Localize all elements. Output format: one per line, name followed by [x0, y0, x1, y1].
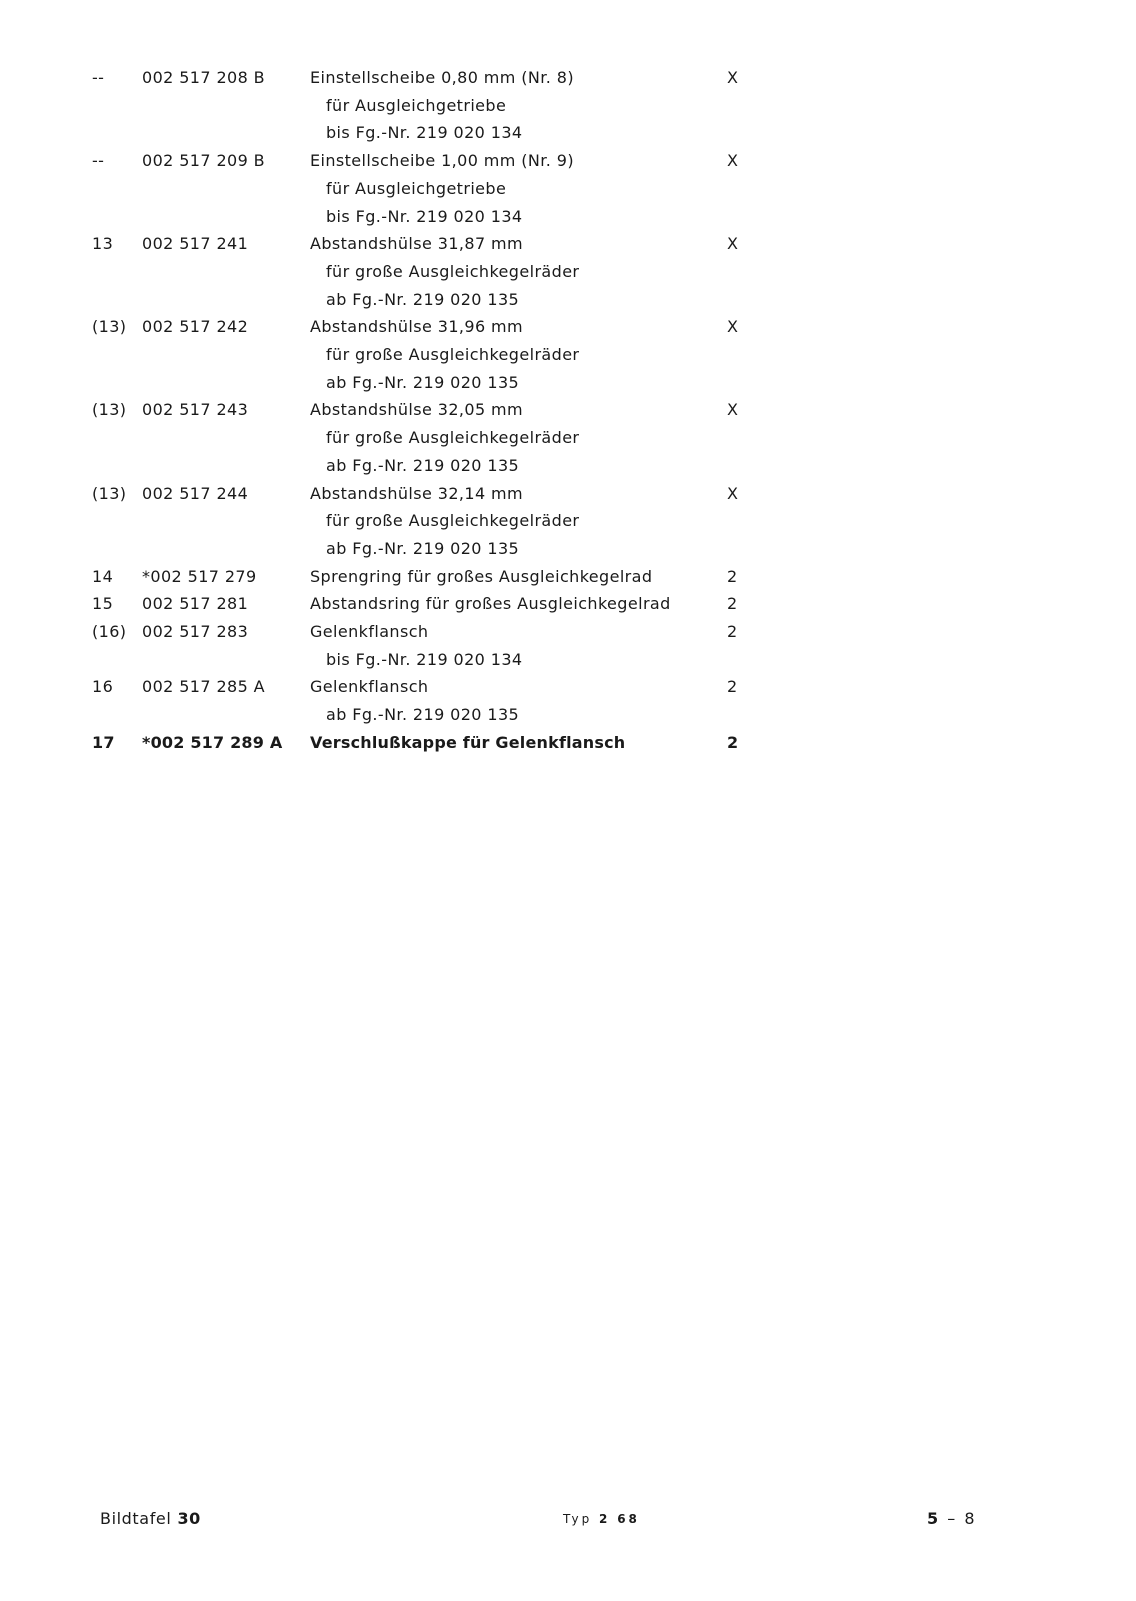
plate-reference	[100, 1504, 201, 1534]
position-number: --	[92, 151, 105, 171]
page-footer	[0, 1504, 1136, 1534]
quantity: X	[727, 68, 739, 87]
part-description: für große Ausgleichkegelräder	[326, 261, 580, 281]
parts-row	[0, 452, 1136, 480]
part-number: 002 517 244	[142, 483, 249, 503]
position-number: (13)	[92, 400, 127, 420]
position-number: (13)	[92, 317, 127, 337]
part-description: ab Fg.-Nr. 219 020 135	[326, 705, 520, 725]
part-description: bis Fg.-Nr. 219 020 134	[326, 123, 523, 143]
part-number: *002 517 279	[142, 566, 257, 586]
position-number: 13	[92, 234, 114, 254]
part-description: Abstandsring für großes Ausgleichkegelrad	[310, 594, 671, 614]
part-description: ab Fg.-Nr. 219 020 135	[326, 289, 520, 309]
part-description: Gelenkflansch	[310, 622, 429, 641]
part-description: ab Fg.-Nr. 219 020 135	[326, 455, 520, 475]
page-number	[927, 1504, 977, 1534]
parts-row	[0, 507, 1136, 535]
parts-row	[0, 480, 1136, 508]
parts-row	[0, 590, 1136, 618]
quantity: X	[727, 317, 739, 337]
quantity: X	[727, 151, 739, 171]
parts-row	[0, 92, 1136, 120]
part-description: Verschlußkappe für Gelenkflansch	[310, 732, 626, 752]
part-description: Abstandshülse 32,05 mm	[310, 400, 524, 420]
part-number: 002 517 209 B	[142, 151, 266, 171]
parts-row	[0, 313, 1136, 341]
page-index: 8	[964, 1509, 977, 1528]
parts-row	[0, 646, 1136, 674]
part-description: Abstandshülse 31,87 mm	[310, 234, 524, 254]
part-number: 002 517 242	[142, 317, 249, 337]
parts-row	[0, 618, 1136, 646]
quantity: X	[727, 483, 739, 503]
part-description: bis Fg.-Nr. 219 020 134	[326, 649, 523, 669]
page-section: 5	[927, 1509, 941, 1528]
parts-row	[0, 729, 1136, 757]
quantity: X	[727, 234, 739, 254]
type-reference	[563, 1504, 640, 1534]
part-description: Gelenkflansch	[310, 677, 429, 697]
part-description: ab Fg.-Nr. 219 020 135	[326, 538, 520, 558]
type-date: 68	[617, 1512, 640, 1526]
part-number: 002 517 243	[142, 400, 249, 420]
position-number: 15	[92, 594, 114, 614]
part-number: 002 517 208 B	[142, 68, 266, 87]
quantity: 2	[727, 566, 738, 586]
type-value: 2	[599, 1512, 611, 1526]
parts-row	[0, 286, 1136, 314]
parts-row	[0, 147, 1136, 175]
parts-row	[0, 175, 1136, 203]
plate-label: Bildtafel	[100, 1509, 172, 1528]
parts-row	[0, 119, 1136, 147]
part-description: ab Fg.-Nr. 219 020 135	[326, 372, 520, 392]
position-number: (13)	[92, 483, 127, 503]
page-separator: –	[947, 1509, 958, 1528]
part-description: Einstellscheibe 0,80 mm (Nr. 8)	[310, 68, 574, 87]
position-number: (16)	[92, 622, 127, 641]
parts-row	[0, 369, 1136, 397]
parts-row	[0, 701, 1136, 729]
parts-row	[0, 673, 1136, 701]
parts-row	[0, 424, 1136, 452]
quantity: 2	[727, 677, 738, 697]
part-number: 002 517 283	[142, 622, 249, 641]
part-description: Einstellscheibe 1,00 mm (Nr. 9)	[310, 151, 574, 171]
part-description: für große Ausgleichkegelräder	[326, 511, 580, 531]
part-description: Abstandshülse 31,96 mm	[310, 317, 524, 337]
position-number: 14	[92, 566, 114, 586]
position-number: 17	[92, 732, 115, 752]
position-number: --	[92, 68, 105, 87]
parts-row	[0, 64, 1136, 92]
part-number: *002 517 289 A	[142, 732, 283, 752]
part-description: Sprengring für großes Ausgleichkegelrad	[310, 566, 653, 586]
part-description: für große Ausgleichkegelräder	[326, 345, 580, 364]
parts-row	[0, 341, 1136, 369]
part-number: 002 517 285 A	[142, 677, 266, 697]
parts-row	[0, 258, 1136, 286]
quantity: 2	[727, 594, 738, 614]
part-description: für Ausgleichgetriebe	[326, 178, 507, 198]
parts-row	[0, 535, 1136, 563]
quantity: 2	[727, 732, 739, 752]
part-description: bis Fg.-Nr. 219 020 134	[326, 206, 523, 226]
part-description: für große Ausgleichkegelräder	[326, 428, 580, 448]
quantity: X	[727, 400, 739, 420]
parts-row	[0, 396, 1136, 424]
parts-row	[0, 203, 1136, 231]
part-description: Abstandshülse 32,14 mm	[310, 483, 524, 503]
parts-row	[0, 230, 1136, 258]
position-number: 16	[92, 677, 114, 697]
parts-row	[0, 563, 1136, 591]
plate-number: 30	[177, 1509, 201, 1528]
part-description: für Ausgleichgetriebe	[326, 95, 507, 115]
part-number: 002 517 281	[142, 594, 249, 614]
type-label: Typ	[563, 1512, 593, 1526]
quantity: 2	[727, 622, 738, 641]
part-number: 002 517 241	[142, 234, 249, 254]
